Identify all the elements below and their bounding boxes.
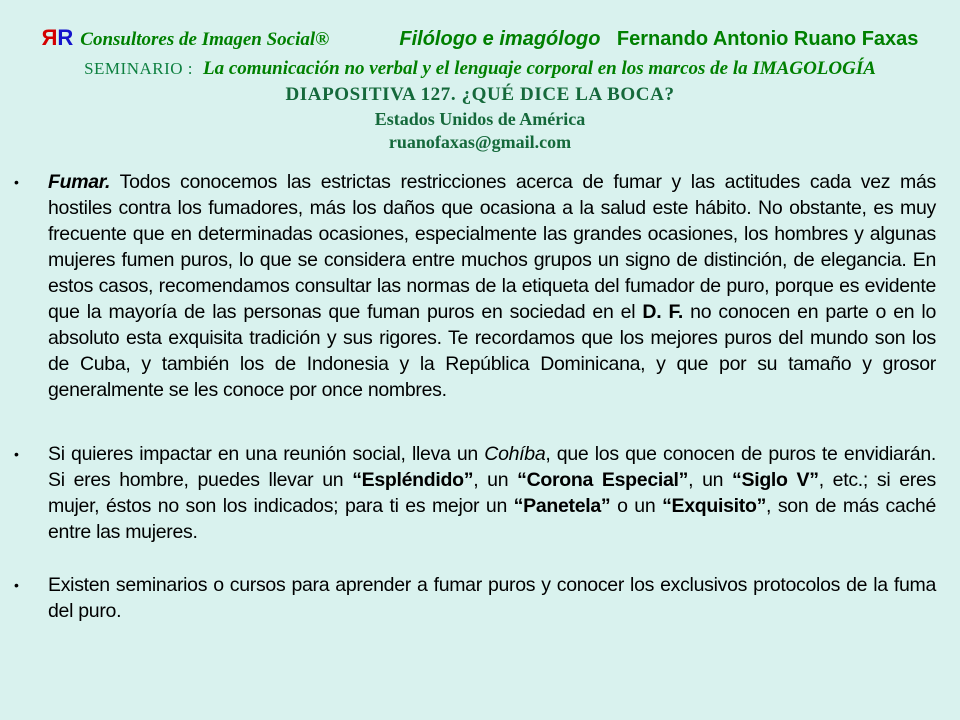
country-line: Estados Unidos de América (374, 109, 586, 129)
text-segment: Existen seminarios o cursos para aprender a fumar puros y conocer los exclusivos protocolos de la fuma del puro. (48, 574, 936, 622)
text-segment: Todos conocemos las estrictas restricciones acerca de fumar y las actitudes cada vez más hostiles contra los fumadores, más los daños que ocasiona a la salud este hábito. No obstante, es muy frecuente que en determinadas ocasiones, especialmente las grandes ocasiones, los hombres y algunas mujeres fumen puros, lo que se considera entre muchos grupos un signo de distinción, de elegancia. En estos casos, recomendamos consultar las normas de la etiqueta del fumador de puro, porque es evidente que la mayoría de las personas que fuman puros en sociedad en el (48, 171, 936, 323)
bullet-item-3 (0, 572, 960, 624)
author-group (399, 28, 918, 51)
logo-letter-ya: Я (41, 25, 58, 50)
text-segment: D. F. (642, 301, 684, 323)
company-name: Consultores de Imagen Social® (80, 29, 330, 50)
slide-title: DIAPOSITIVA 127. ¿QUÉ DICE LA BOCA? (285, 84, 675, 105)
text-segment: , son de más caché entre las mujeres. (48, 495, 936, 543)
text-segment: Si quieres impactar en una reunión social, lleva un (48, 443, 485, 465)
text-segment: “Exquisito” (662, 495, 767, 517)
text-segment: “Corona Especial” (517, 469, 689, 491)
text-segment: , un (473, 469, 518, 491)
bullet-item-1 (0, 169, 960, 403)
text-segment: o un (610, 495, 663, 517)
text-segment: “Siglo V” (732, 469, 819, 491)
text-segment: , que los que conocen de puros te envidiarán. Si eres hombre, puedes llevar un (48, 443, 936, 491)
text-segment: Fumar. (48, 171, 111, 193)
text-segment: “Panetela” (513, 495, 611, 517)
text-segment: Cohíba (484, 443, 546, 465)
bullet-text-3 (48, 572, 936, 624)
logo-letter-r: R (57, 25, 74, 50)
author-name: Fernando Antonio Ruano Faxas (616, 28, 919, 50)
bullet-marker: • (14, 446, 19, 462)
bullet-text-1 (48, 169, 936, 403)
brand-group (42, 25, 330, 51)
seminar-title: La comunicación no verbal y el lenguaje corporal en los marcos de la IMAGOLOGÍA (203, 58, 876, 79)
header-line-seminar (0, 58, 960, 80)
slide-header (0, 0, 960, 153)
bullet-text-2 (48, 441, 936, 545)
text-segment: , etc.; si eres mujer, éstos no son los indicados; para ti es mejor un (48, 469, 936, 517)
author-role: Filólogo e imagólogo (399, 28, 601, 50)
text-segment: “Espléndido” (352, 469, 474, 491)
email-line: ruanofaxas@gmail.com (388, 132, 572, 152)
header-line-1 (0, 25, 960, 51)
seminar-label: SEMINARIO : (84, 59, 193, 78)
slide-body (0, 169, 960, 624)
company-logo (42, 25, 74, 51)
bullet-item-2 (0, 441, 960, 545)
text-segment: , un (688, 469, 733, 491)
bullet-marker: • (14, 174, 19, 190)
bullet-marker: • (14, 577, 19, 593)
text-segment: no conocen en parte o en lo absoluto esta exquisita tradición y sus rigores. Te recordamos que los mejores puros del mundo son los de Cuba, y también los de Indonesia y la República Dominicana, y que por su tamaño y grosor generalmente se les conoce por once nombres. (48, 301, 937, 401)
